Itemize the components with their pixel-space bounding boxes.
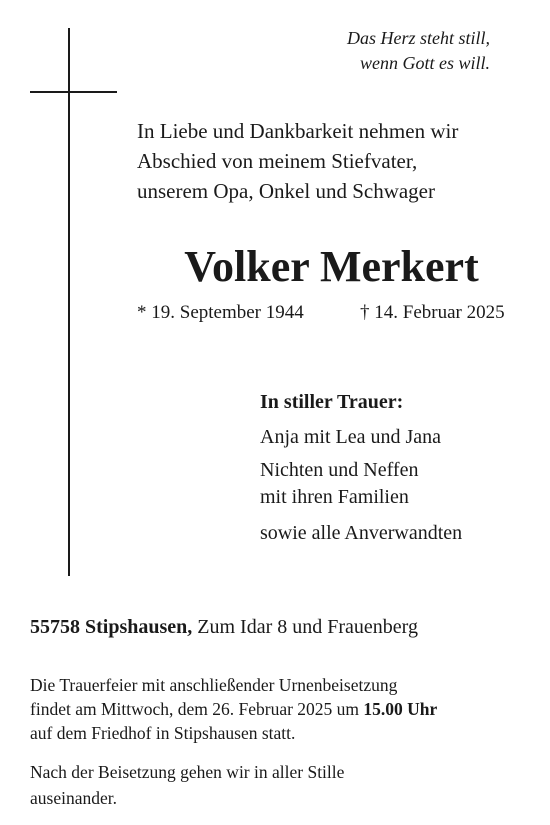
mourner-line: Anja mit Lea und Jana bbox=[260, 426, 442, 448]
intro-line-1: In Liebe und Dankbarkeit nehmen wir bbox=[137, 119, 459, 143]
notice-line-3: auf dem Friedhof in Stipshausen statt. bbox=[30, 723, 296, 743]
notice-time: 15.00 Uhr bbox=[363, 699, 438, 719]
deceased-name: Volker Merkert bbox=[184, 242, 479, 291]
motto-line-1: Das Herz steht still, bbox=[346, 28, 490, 48]
intro-text bbox=[137, 116, 458, 206]
address bbox=[30, 613, 418, 641]
after-notice bbox=[30, 759, 344, 811]
mourners-heading: In stiller Trauer: bbox=[260, 391, 404, 413]
notice-line-1: Die Trauerfeier mit anschließender Urnenbeisetzung bbox=[30, 675, 398, 695]
after-notice-line-1: Nach der Beisetzung gehen wir in aller Stille bbox=[30, 762, 345, 782]
intro-line-3: unserem Opa, Onkel und Schwager bbox=[137, 179, 435, 203]
mourner-line: Nichten und Neffen bbox=[260, 459, 419, 481]
notice-date: findet am Mittwoch, dem 26. Februar 2025 um bbox=[30, 699, 360, 719]
cross-horizontal-bar bbox=[30, 91, 117, 93]
birth-date: * 19. September 1944 bbox=[137, 302, 304, 323]
intro-line-2: Abschied von meinem Stiefvater, bbox=[137, 149, 418, 173]
mourner-line: sowie alle Anverwandten bbox=[260, 522, 463, 544]
motto bbox=[290, 26, 490, 76]
address-street: Zum Idar 8 und Frauenberg bbox=[197, 616, 418, 638]
address-place: 55758 Stipshausen, bbox=[30, 616, 193, 638]
notice-line-2 bbox=[30, 697, 437, 721]
mourner-line: mit ihren Familien bbox=[260, 486, 409, 508]
funeral-notice bbox=[30, 673, 437, 745]
motto-line-2: wenn Gott es will. bbox=[360, 53, 490, 73]
death-date: † 14. Februar 2025 bbox=[360, 302, 505, 323]
after-notice-line-2: auseinander. bbox=[30, 788, 117, 808]
cross-vertical-bar bbox=[68, 28, 70, 576]
